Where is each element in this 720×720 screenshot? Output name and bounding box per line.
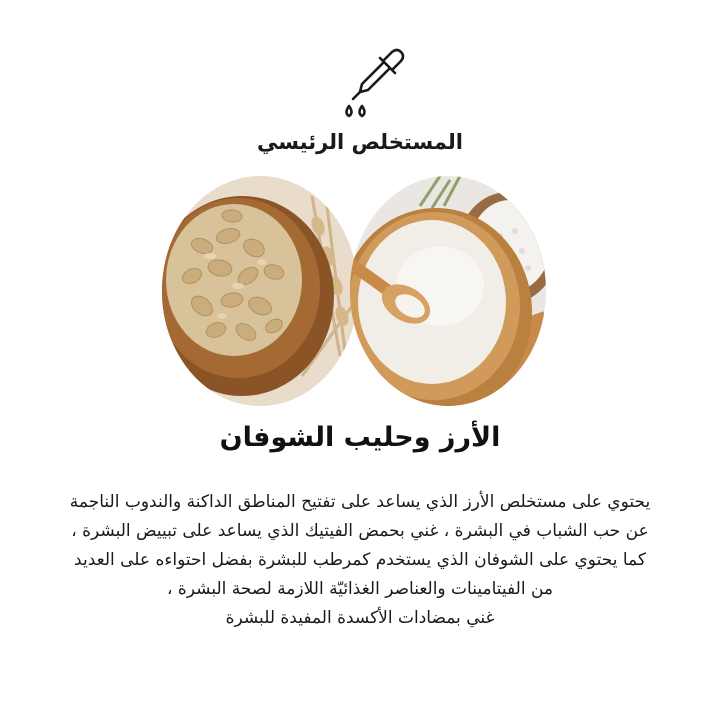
dropper-icon	[340, 46, 410, 122]
description	[20, 488, 700, 633]
section-heading: المستخلص الرئيسي	[257, 130, 463, 154]
description-line: يحتوي على مستخلص الأرز الذي يساعد على تفتيح المناطق الداكنة والندوب الناجمة	[69, 492, 651, 512]
description-line: من الفيتامينات والعناصر الغذائيّة اللازمة لصحة البشرة ،	[167, 579, 553, 599]
description-line: عن حب الشباب في البشرة ، غني بحمض الفيتيك الذي يساعد على تبييض البشرة ،	[71, 521, 649, 541]
oats-image	[162, 176, 358, 406]
images-row	[0, 176, 720, 408]
product-title: الأرز وحليب الشوفان	[219, 422, 501, 453]
description-line: كما يحتوي على الشوفان الذي يستخدم كمرطب للبشرة بفضل احتواءه على العديد	[74, 550, 646, 570]
rice-milk-image	[350, 176, 546, 406]
description-line: غني بمضادات الأكسدة المفيدة للبشرة	[225, 608, 495, 628]
